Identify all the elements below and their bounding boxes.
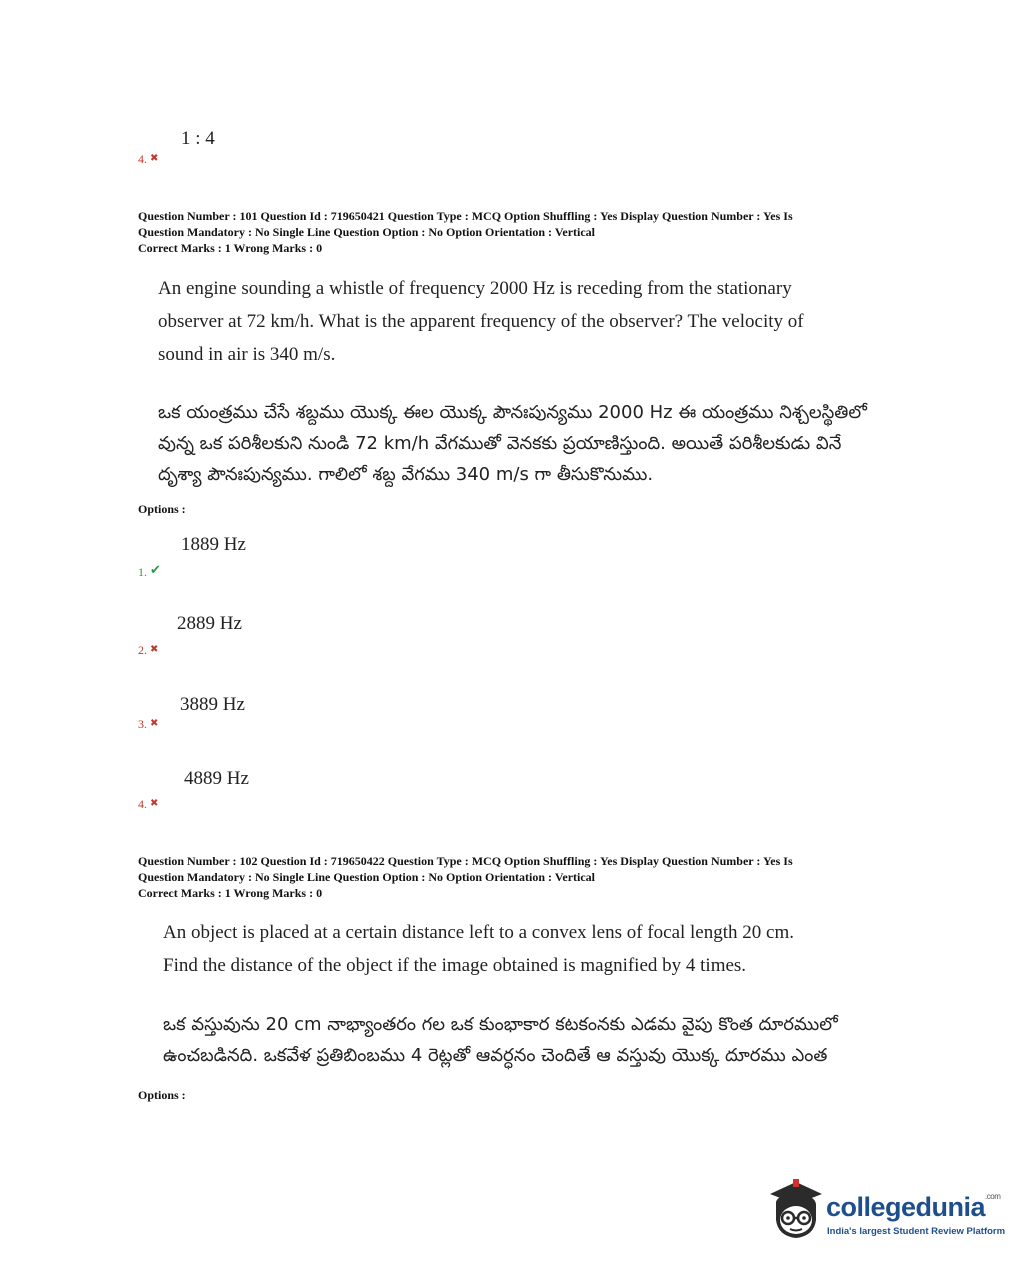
- cross-icon: ✖: [150, 798, 159, 809]
- q101-metadata: [138, 208, 898, 256]
- q101-option-1-num: 1.: [138, 565, 147, 579]
- q101-telugu-line-3: దృశ్యా పౌనఃపున్యము. గాలిలో శబ్ద వేగము 340 m/s గా తీసుకొనుము.: [158, 464, 654, 485]
- q101-english-line-1: An engine sounding a whistle of frequency 2000 Hz is receding from the stationary: [158, 278, 792, 299]
- q101-telugu-text: [158, 397, 878, 490]
- q102-telugu-line-1: ఒక వస్తువును 20 cm నాభ్యాంతరం గల ఒక కుంభాకార కటకంనకు ఎడమ వైపు కొంత దూరములో: [163, 1014, 838, 1035]
- q101-option-3-text: 3889 Hz: [180, 694, 245, 715]
- q101-telugu-line-2: వున్న ఒక పరిశీలకుని నుండి 72 km/h వేగముతో వెనకకు ప్రయాణిస్తుంది. అయితే పరిశీలకుడు వినే: [158, 433, 842, 454]
- q101-option-1-number: [138, 562, 161, 580]
- q102-meta-line-3: Correct Marks : 1 Wrong Marks : 0: [138, 886, 323, 900]
- q101-english-text: [158, 272, 804, 371]
- q101-option-1-text: 1889 Hz: [181, 534, 246, 555]
- cross-icon: ✖: [150, 718, 159, 729]
- q102-meta-line-2: Question Mandatory : No Single Line Question Option : No Option Orientation : Vertical: [138, 870, 596, 884]
- logo-brand: collegedunia: [826, 1192, 986, 1222]
- cross-icon: ✖: [150, 644, 159, 655]
- q101-meta-line-2: Question Mandatory : No Single Line Question Option : No Option Orientation : Vertical: [138, 225, 596, 239]
- prev-option-4-number: [138, 152, 158, 167]
- prev-option-4-text: 1 : 4: [181, 128, 215, 149]
- q102-english-line-1: An object is placed at a certain distance left to a convex lens of focal length 20 cm.: [163, 922, 794, 943]
- q102-telugu-text: [163, 1009, 883, 1071]
- check-icon: ✔: [150, 562, 161, 577]
- mascot-icon: [766, 1176, 826, 1246]
- logo-suffix: .com: [985, 1192, 1001, 1201]
- q102-english-line-2: Find the distance of the object if the image obtained is magnified by 4 times.: [163, 955, 747, 976]
- q101-option-4-number: [138, 797, 158, 812]
- q102-telugu-line-2: ఉంచబడినది. ఒకవేళ ప్రతిబింబము 4 రెట్లతో ఆవర్ధనం చెందితే ఆ వస్తువు యొక్క దూరము ఎంత: [163, 1045, 828, 1066]
- q102-metadata: [138, 853, 898, 901]
- q101-option-2-num: 2.: [138, 643, 147, 657]
- cross-icon: ✖: [150, 153, 159, 164]
- q101-option-4-text: 4889 Hz: [184, 768, 249, 789]
- logo-tagline: India's largest Student Review Platform: [827, 1226, 1006, 1237]
- q102-meta-line-1: Question Number : 102 Question Id : 719650422 Question Type : MCQ Option Shuffling : Yes Display Question Number : Yes Is: [138, 854, 793, 868]
- collegedunia-logo: [766, 1176, 1006, 1246]
- q101-english-line-2: observer at 72 km/h. What is the apparent frequency of the observer? The velocity of: [158, 311, 804, 332]
- q101-meta-line-1: Question Number : 101 Question Id : 719650421 Question Type : MCQ Option Shuffling : Yes Display Question Number : Yes Is: [138, 209, 793, 223]
- q101-meta-line-3: Correct Marks : 1 Wrong Marks : 0: [138, 241, 323, 255]
- q101-option-2-text: 2889 Hz: [177, 613, 242, 634]
- q101-option-4-num: 4.: [138, 797, 147, 811]
- q102-options-label: Options :: [138, 1088, 186, 1102]
- q101-options-label: Options :: [138, 502, 186, 516]
- q101-telugu-line-1: ఒక యంత్రము చేసే శబ్దము యొక్క ఈల యొక్క పౌనఃపున్యము 2000 Hz ఈ యంత్రము నిశ్చలస్థితిలో: [158, 402, 867, 423]
- prev-option-4-num: 4.: [138, 152, 147, 166]
- q101-option-3-num: 3.: [138, 717, 147, 731]
- q101-option-3-number: [138, 717, 158, 732]
- q102-english-text: [163, 916, 794, 982]
- q101-english-line-3: sound in air is 340 m/s.: [158, 344, 336, 365]
- q101-option-2-number: [138, 643, 158, 658]
